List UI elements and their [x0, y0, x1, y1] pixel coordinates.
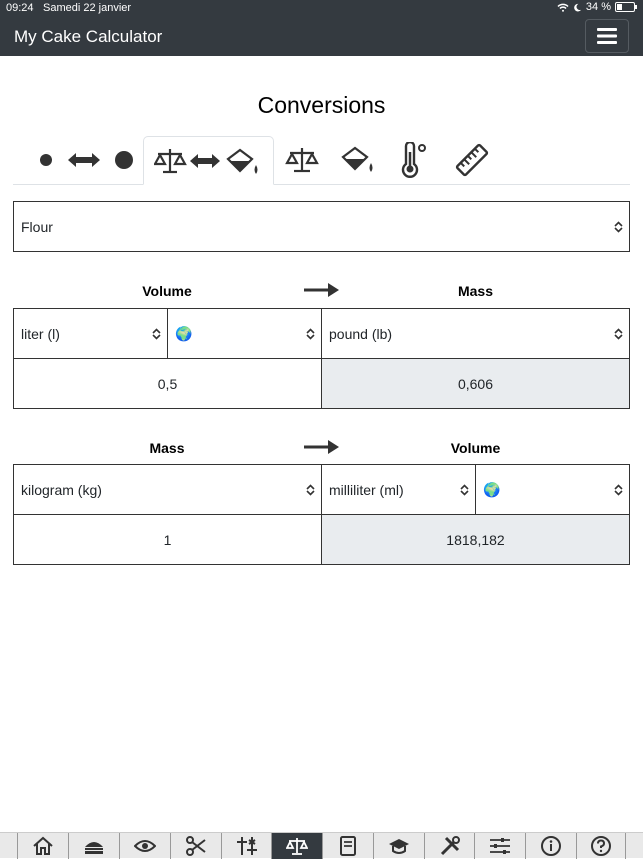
select-chevron-icon — [614, 221, 623, 233]
converter1-region-select[interactable] — [167, 308, 322, 359]
converter2-output: 1818,182 — [321, 514, 630, 565]
converter2-input[interactable]: 1 — [13, 514, 322, 565]
status-date: Samedi 22 janvier — [43, 2, 132, 14]
converter1-from-label: Volume — [142, 283, 192, 299]
scale-icon — [285, 145, 319, 175]
converter2-from-unit-value: kilogram (kg) — [21, 481, 102, 498]
select-chevron-icon — [460, 484, 469, 496]
scissors-icon — [185, 836, 207, 856]
thermometer-icon — [397, 142, 429, 178]
home-icon — [32, 836, 54, 856]
navbar — [0, 17, 643, 56]
nav-view[interactable] — [119, 833, 170, 859]
converter1-from-unit-select[interactable] — [13, 308, 168, 359]
scale-icon — [286, 836, 308, 856]
battery-icon — [615, 2, 635, 12]
globe-icon: 🌍 — [175, 325, 193, 341]
converter1-to-unit-value: pound (lb) — [329, 325, 393, 342]
ingredient-select[interactable] — [13, 201, 630, 252]
tab-temperature[interactable] — [395, 136, 431, 184]
book-icon — [339, 836, 357, 856]
converter1-to-label: Mass — [457, 283, 494, 299]
cake-icon — [83, 837, 105, 855]
app-title[interactable]: My Cake Calculator — [14, 27, 163, 46]
moon-icon — [573, 3, 582, 12]
battery-percent: 34 % — [585, 1, 611, 13]
ruler-icon — [454, 142, 490, 178]
globe-icon: 🌍 — [483, 481, 501, 497]
nav-learn[interactable] — [373, 833, 424, 859]
help-icon — [590, 835, 612, 857]
converter2-region-select[interactable] — [475, 464, 630, 515]
hamburger-icon — [597, 28, 617, 44]
converter2-from-label: Mass — [149, 440, 185, 456]
nav-help[interactable] — [576, 833, 626, 859]
tab-volume[interactable] — [337, 136, 379, 184]
menu-button[interactable] — [585, 19, 629, 53]
graduation-cap-icon — [388, 837, 410, 855]
tab-mass[interactable] — [281, 136, 323, 184]
ingredient-select-value: Flour — [21, 218, 53, 235]
conversion-tabs — [13, 136, 630, 185]
tab-volume-volume[interactable] — [27, 136, 145, 184]
tools-icon — [439, 835, 461, 857]
select-chevron-icon — [614, 328, 623, 340]
nav-conversions[interactable] — [271, 833, 322, 859]
page-title: Conversions — [257, 92, 386, 118]
converter1-output: 0,606 — [321, 358, 630, 409]
plus-minus-icon — [236, 836, 258, 856]
nav-recipes[interactable] — [322, 833, 373, 859]
sliders-icon — [489, 836, 511, 856]
tab-mass-volume[interactable] — [143, 136, 274, 185]
converter2-to-unit-select[interactable] — [321, 464, 476, 515]
status-right — [557, 1, 635, 13]
info-icon — [540, 835, 562, 857]
converter1-to-unit-select[interactable] — [321, 308, 630, 359]
select-chevron-icon — [152, 328, 161, 340]
volume-exchange-icon — [38, 148, 134, 172]
status-time: 09:24 — [6, 2, 34, 14]
nav-adjust[interactable] — [221, 833, 271, 859]
nav-home[interactable] — [17, 833, 68, 859]
nav-cut[interactable] — [170, 833, 221, 859]
converter1-input[interactable]: 0,5 — [13, 358, 322, 409]
bottom-nav — [0, 832, 643, 858]
nav-tools[interactable] — [424, 833, 474, 859]
eye-icon — [134, 839, 156, 853]
scale-exchange-bowl-icon — [154, 145, 264, 177]
select-chevron-icon — [306, 484, 315, 496]
nav-settings[interactable] — [474, 833, 525, 859]
converter2-from-unit-select[interactable] — [13, 464, 322, 515]
status-bar — [0, 0, 643, 17]
wifi-icon — [557, 3, 569, 12]
converter2-to-unit-value: milliliter (ml) — [329, 481, 404, 498]
converter1-from-unit-value: liter (l) — [21, 325, 60, 342]
bowl-drop-icon — [340, 144, 376, 176]
select-chevron-icon — [306, 328, 315, 340]
tab-length[interactable] — [451, 136, 493, 184]
nav-cake[interactable] — [68, 833, 119, 859]
select-chevron-icon — [614, 484, 623, 496]
converter2-to-label: Volume — [450, 440, 501, 456]
nav-info[interactable] — [525, 833, 576, 859]
